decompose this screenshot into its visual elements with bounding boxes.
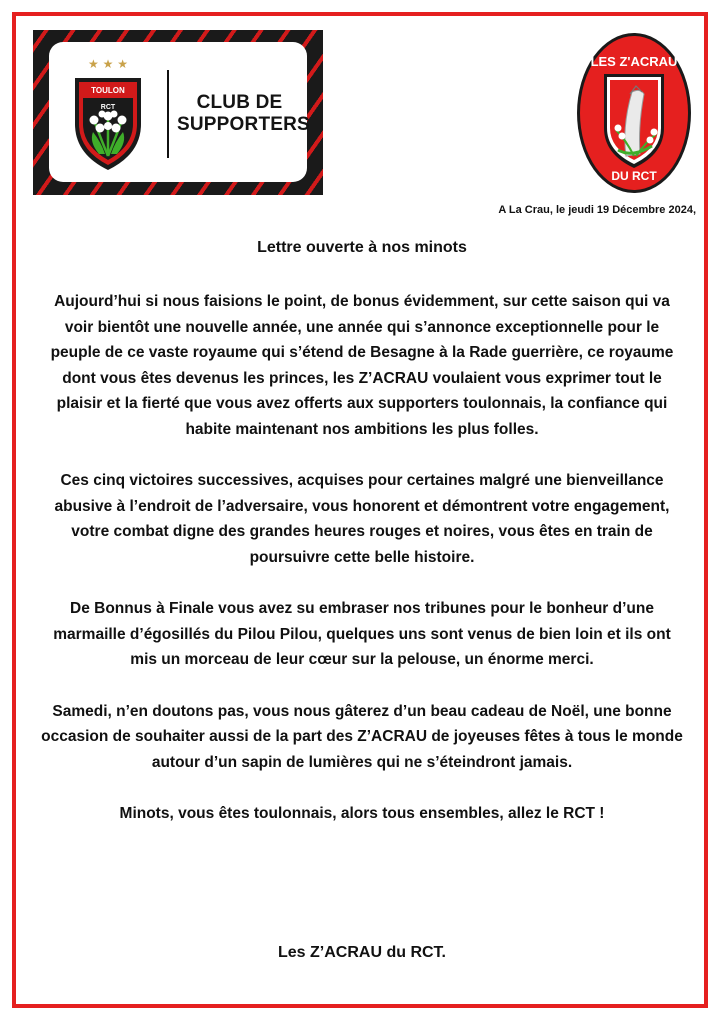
club-banner-card [49,42,310,182]
letter-body [40,289,684,853]
letter-paragraph-3: De Bonnus à Finale vous avez su embraser nos tribunes pour le bonheur d’une marmaille d’égosillés du Pilou Pilou, quelques uns sont venus de bien loin et ils ont mis un morceau de leur cœur sur la pelouse, un énorme merci. [53,600,671,668]
banner-divider [167,70,169,158]
club-title-line-1: CLUB DE [196,92,283,113]
crest-stars: ★ ★ ★ [88,57,128,71]
rct-toulon-crest-icon [69,54,147,172]
les-zacrau-du-rct-badge-icon [574,30,694,196]
club-de-supporters-title [177,92,310,136]
letter-paragraph-4: Samedi, n’en doutons pas, vous nous gâterez d’un beau cadeau de Noël, une bonne occasion de souhaiter aussi de la part des Z’ACRAU de joyeuses fêtes à tous le monde autour d’un sapin de lumières qui ne s’éteindront jamais. [41,702,683,771]
club-title-line-2: SUPPORTERS [177,114,310,135]
letter-paragraph-5: Minots, vous êtes toulonnais, alors tous ensembles, allez le RCT ! [119,805,605,822]
club-de-supporters-banner [33,30,323,195]
crest-initials: RCT [100,104,116,111]
badge-bottom-text: DU RCT [611,169,657,183]
crest-city: TOULON [91,86,125,95]
badge-top-text: LES Z'ACRAU [590,54,678,69]
letter-paragraph-1: Aujourd’hui si nous faisions le point, de bonus évidemment, sur cette saison qui va voir bientôt une nouvelle année, une année qui s’annonce exceptionnelle pour le peuple de ce vaste royaume qui s’étend de Besagne à la Rade guerrière, ce royaume dont vous êtes devenus les princes, les Z’ACRAU voulaient vous exprimer tout le plaisir et la fierté que vous avez offerts aux supporters toulonnais, la confiance qui habite maintenant nos ambitions les plus folles. [50,293,674,438]
letter-signature: Les Z’ACRAU du RCT. [278,944,446,961]
letter-paragraph-2: Ces cinq victoires successives, acquises pour certaines malgré une bienveillance abusive à l’endroit de l’adversaire, vous honorent et démontrent votre engagement, votre combat digne des grandes heures rouges et noires, vous êtes en train de poursuivre cette belle histoire. [54,472,670,566]
letter-date: A La Crau, le jeudi 19 Décembre 2024, [498,204,696,216]
letter-title: Lettre ouverte à nos minots [257,239,467,256]
